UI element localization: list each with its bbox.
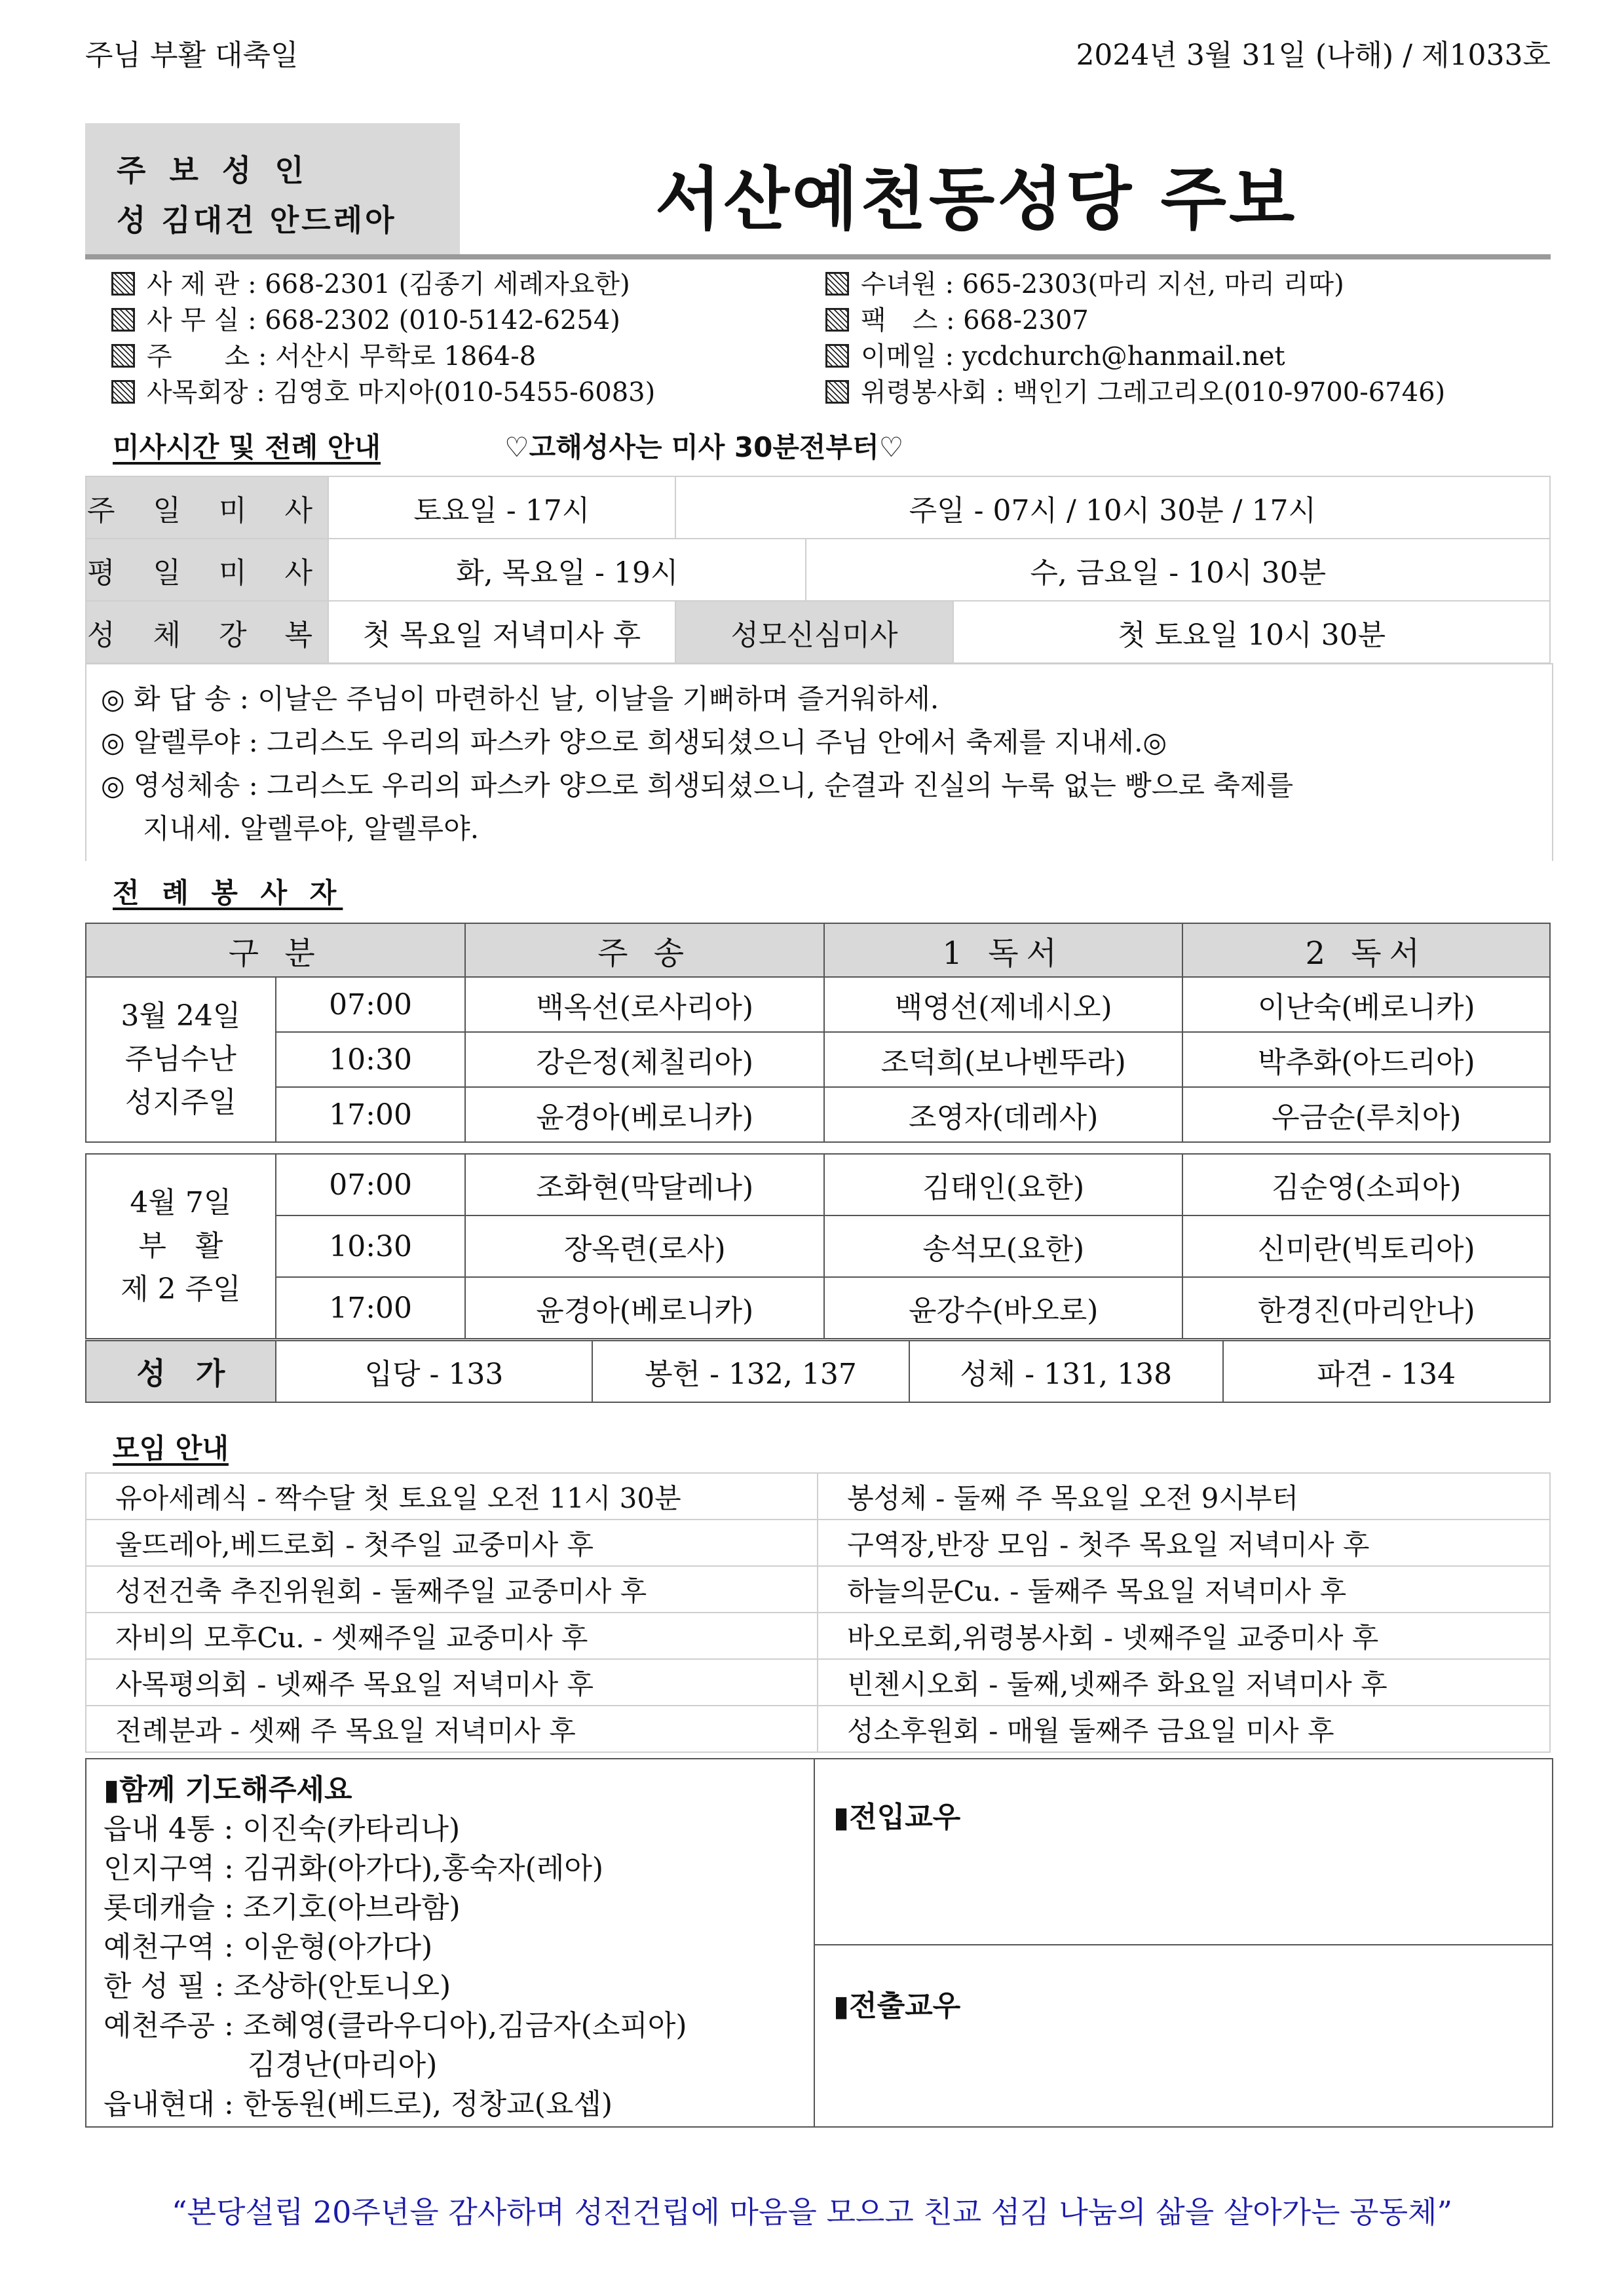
meeting-item: 전례분과 - 셋째 주 목요일 저녁미사 후 [86,1706,818,1752]
contact-line: 이메일 : ycdchurch@hanmail.net [825,335,1285,373]
prayer-line: 읍내 4통 : 이진숙(카타리나) [104,1812,461,1846]
prayer-line: 김경난(마리아) [104,2048,438,2082]
prayer-line: 읍내현대 : 한동원(베드로), 정창교(요셉) [104,2088,613,2121]
chant-line: ◎ 알렐루야 : 그리스도 우리의 파스카 양으로 희생되셨으니 주님 안에서 축제를 지내세.◎ [101,726,1167,758]
servers-heading: 전 례 봉 사 자 [113,877,343,909]
meeting-item: 자비의 모후Cu. - 셋째주일 교중미사 후 [86,1613,818,1659]
mass-time: 10:30 [276,1032,466,1087]
parish-motto: “본당설립 20주년을 감사하며 성전건립에 마음을 모으고 친교 섬김 나눔의 삶을 살아가는 공동체” [172,2194,1452,2230]
first-reader: 윤강수(바오로) [824,1277,1182,1339]
sunday-mass-label: 주 일 미 사 [86,476,328,539]
checkbox-icon [825,272,849,296]
second-reader: 한경진(마리안나) [1182,1277,1550,1339]
col-header: 2 독서 [1182,923,1550,977]
meeting-item: 사목평의회 - 넷째주 목요일 저녁미사 후 [86,1659,818,1706]
weekday-time-b: 수, 금요일 - 10시 30분 [806,539,1550,601]
contact-line: 주 소 : 서산시 무학로 1864-8 [111,335,536,373]
date-cell: 4월 7일 부 활 제 2 주일 [86,1154,276,1339]
mass-schedule-table [85,476,1551,664]
patron-box [85,123,460,254]
sunday-times: 주일 - 07시 / 10시 30분 / 17시 [675,476,1550,539]
prayer-divider [814,1759,815,2126]
checkbox-icon [825,308,849,332]
transfer-divider [815,1944,1552,1945]
cantor: 조화현(막달레나) [465,1154,824,1215]
patron-name: 성 김대건 안드레아 [117,202,397,238]
cantor: 강은정(체칠리아) [465,1032,824,1087]
col-header: 구 분 [86,923,465,977]
page-title: 서산예천동성당 주보 [655,159,1298,239]
first-reader: 백영선(제네시오) [824,977,1183,1032]
marian-mass-time: 첫 토요일 10시 30분 [953,601,1550,663]
prayer-line: 롯데캐슬 : 조기호(아브라함) [104,1891,461,1924]
meeting-item: 빈첸시오회 - 둘째,넷째주 화요일 저녁미사 후 [818,1659,1550,1706]
col-header: 1 독서 [824,923,1183,977]
first-reader: 조영자(데레사) [824,1087,1183,1142]
weekday-time-a: 화, 목요일 - 19시 [328,539,806,601]
hymn-communion: 성체 - 131, 138 [909,1341,1223,1402]
checkbox-icon [111,380,135,404]
sunday-saturday-time: 토요일 - 17시 [328,476,675,539]
servers-table-2 [85,1153,1551,1339]
issue-info: 2024년 3월 31일 (나해) / 제1033호 [1076,39,1551,72]
meeting-item: 하늘의문Cu. - 둘째주 목요일 저녁미사 후 [818,1566,1550,1613]
contact-line: 사 제 관 : 668-2301 (김종기 세례자요한) [111,263,630,301]
contact-line: 수녀원 : 665-2303(마리 지선, 마리 리따) [825,263,1344,301]
second-reader: 이난숙(베로니카) [1182,977,1550,1032]
meeting-item: 성소후원회 - 매월 둘째주 금요일 미사 후 [818,1706,1550,1752]
meeting-item: 바오로회,위령봉사회 - 넷째주일 교중미사 후 [818,1613,1550,1659]
checkbox-icon [825,380,849,404]
cantor: 윤경아(베로니카) [465,1277,824,1339]
confession-note: ♡고해성사는 미사 30분전부터♡ [504,431,904,463]
meeting-item: 봉성체 - 둘째 주 목요일 오전 9시부터 [818,1473,1550,1520]
checkbox-icon [111,344,135,368]
prayer-box [85,1758,1553,2128]
checkbox-icon [111,272,135,296]
mass-time: 17:00 [276,1277,466,1339]
first-reader: 조덕희(보나벤뚜라) [824,1032,1183,1087]
contact-line: 사 무 실 : 668-2302 (010-5142-6254) [111,299,620,337]
adoration-label: 성 체 강 복 [86,601,328,663]
meeting-item: 유아세례식 - 짝수달 첫 토요일 오전 11시 30분 [86,1473,818,1520]
meeting-item: 구역장,반장 모임 - 첫주 목요일 저녁미사 후 [818,1520,1550,1566]
meeting-item: 울뜨레아,베드로회 - 첫주일 교중미사 후 [86,1520,818,1566]
mass-time: 07:00 [276,977,466,1032]
transfer-in-heading: ▮전입교우 [833,1801,961,1834]
prayer-heading: ▮함께 기도해주세요 [104,1773,352,1807]
checkbox-icon [111,308,135,332]
mass-time: 10:30 [276,1215,466,1277]
first-reader: 송석모(요한) [824,1215,1182,1277]
contact-line: 위령봉사회 : 백인기 그레고리오(010-9700-6746) [825,372,1445,409]
meetings-heading: 모임 안내 [113,1432,229,1464]
mass-time: 17:00 [276,1087,466,1142]
col-header: 주 송 [465,923,824,977]
patron-label: 주 보 성 인 [117,153,311,188]
transfer-out-heading: ▮전출교우 [833,1989,961,2023]
marian-mass-label: 성모신심미사 [675,601,954,663]
adoration-time: 첫 목요일 저녁미사 후 [328,601,675,663]
mass-time: 07:00 [276,1154,466,1215]
contact-line: 사목회장 : 김영호 마지아(010-5455-6083) [111,372,655,409]
contact-line: 팩 스 : 668-2307 [825,299,1089,337]
hymn-recessional: 파견 - 134 [1223,1341,1550,1402]
first-reader: 김태인(요한) [824,1154,1182,1215]
second-reader: 김순영(소피아) [1182,1154,1550,1215]
header-divider [85,254,1551,259]
chant-line: 지내세. 알렐루야, 알렐루야. [143,813,480,845]
hymn-entrance: 입당 - 133 [276,1341,592,1402]
prayer-line: 인지구역 : 김귀화(아가다),홍숙자(레아) [104,1852,604,1885]
prayer-line: 한 성 필 : 조상하(안토니오) [104,1970,451,2003]
chant-box [85,663,1553,861]
weekday-mass-label: 평 일 미 사 [86,539,328,601]
checkbox-icon [825,344,849,368]
cantor: 윤경아(베로니카) [465,1087,824,1142]
meetings-table [85,1472,1551,1753]
hymns-label: 성 가 [86,1341,276,1402]
prayer-line: 예천주공 : 조혜영(클라우디아),김금자(소피아) [104,2009,687,2042]
prayer-line: 예천구역 : 이운형(아가다) [104,1930,433,1964]
meeting-item: 성전건축 추진위원회 - 둘째주일 교중미사 후 [86,1566,818,1613]
date-cell: 3월 24일 주님수난 성지주일 [86,977,276,1142]
feast-name: 주님 부활 대축일 [85,39,299,72]
cantor: 백옥선(로사리아) [465,977,824,1032]
hymn-offertory: 봉헌 - 132, 137 [592,1341,909,1402]
second-reader: 우금순(루치아) [1182,1087,1550,1142]
chant-line: ◎ 화 답 송 : 이날은 주님이 마련하신 날, 이날을 기뻐하며 즐거워하세. [101,683,939,715]
chant-line: ◎ 영성체송 : 그리스도 우리의 파스카 양으로 희생되셨으니, 순결과 진실의 누룩 없는 빵으로 축제를 [101,769,1294,801]
second-reader: 신미란(빅토리아) [1182,1215,1550,1277]
second-reader: 박추화(아드리아) [1182,1032,1550,1087]
servers-table-1 [85,923,1551,1143]
hymns-table [85,1340,1551,1403]
mass-heading: 미사시간 및 전례 안내 [113,431,381,463]
cantor: 장옥련(로사) [465,1215,824,1277]
